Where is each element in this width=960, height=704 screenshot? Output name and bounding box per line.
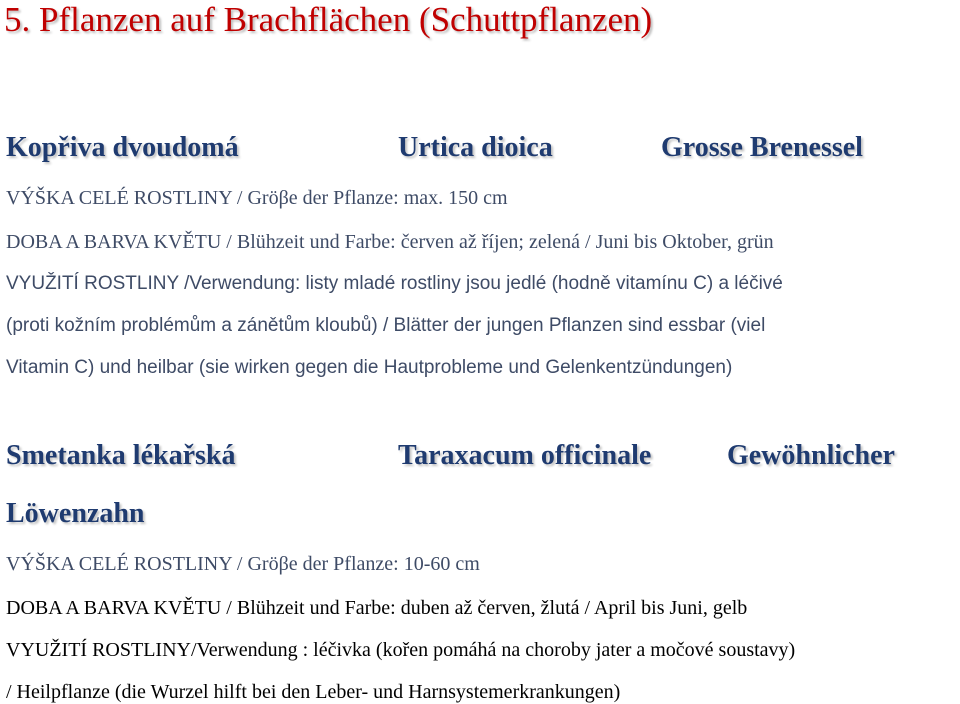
plant2-name-latin: Taraxacum officinale <box>398 440 652 471</box>
plant2-bloom: DOBA A BARVA KVĚTU / Blühzeit und Farbe: duben až červen, žlutá / April bis Juni, gelb <box>6 597 748 619</box>
plant1-use-1: VYUŽITÍ ROSTLINY /Verwendung: listy mladé rostliny jsou jedlé (hodně vitamínu C) a léčivé <box>6 273 783 294</box>
plant2-use-2: / Heilpflanze (die Wurzel hilft bei den Leber- und Harnsystemerkrankungen) <box>6 681 621 703</box>
plant1-bloom: DOBA A BARVA KVĚTU / Blühzeit und Farbe: červen až říjen; zelená / Juni bis Oktober, grün <box>6 231 774 253</box>
plant2-name-german-2: Löwenzahn <box>6 498 145 529</box>
plant1-name-latin: Urtica dioica <box>398 132 553 163</box>
plant1-name-czech: Kopřiva dvoudomá <box>6 132 239 163</box>
plant2-name-czech: Smetanka lékařská <box>6 440 236 471</box>
plant1-name-german: Grosse Brenessel <box>661 132 863 163</box>
slide-title: 5. Pflanzen auf Brachflächen (Schuttpflanzen) <box>4 0 653 39</box>
plant2-name-german-1: Gewöhnlicher <box>727 440 895 471</box>
plant1-use-2: (proti kožním problémům a zánětům kloubů) / Blätter der jungen Pflanzen sind essbar (viel <box>6 315 766 336</box>
plant1-height: VÝŠKA CELÉ ROSTLINY / Gröβe der Pflanze: max. 150 cm <box>6 187 508 209</box>
plant2-use-1: VYUŽITÍ ROSTLINY/Verwendung : léčivka (kořen pomáhá na choroby jater a močové soustavy) <box>6 639 796 661</box>
plant2-height: VÝŠKA CELÉ ROSTLINY / Gröβe der Pflanze: 10-60 cm <box>6 553 480 575</box>
plant1-use-3: Vitamin C) und heilbar (sie wirken gegen die Hautprobleme und Gelenkentzündungen) <box>6 357 733 378</box>
